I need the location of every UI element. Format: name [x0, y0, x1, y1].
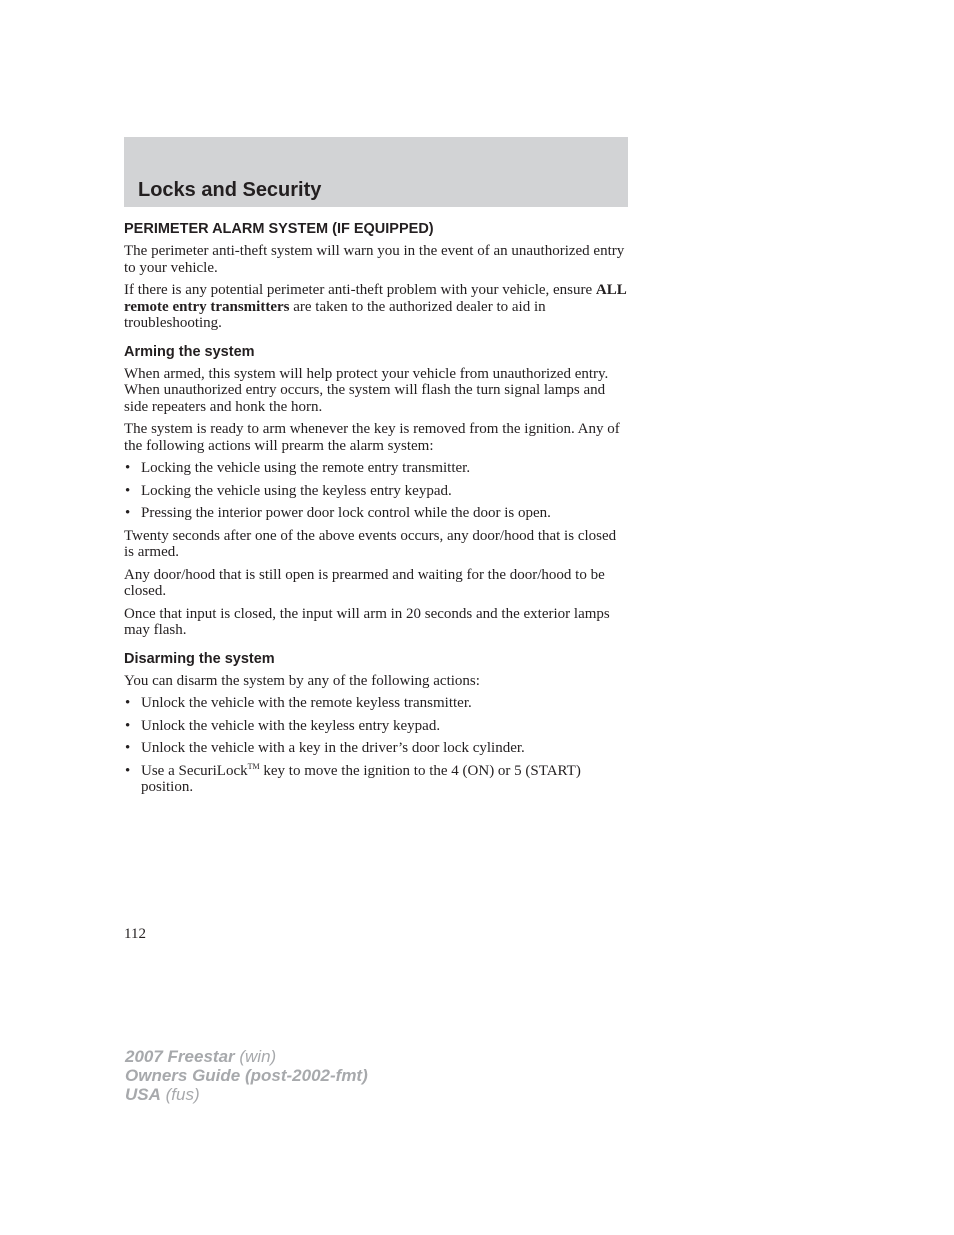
- arming-paragraph-2: The system is ready to arm whenever the key is removed from the ignition. Any of the following actions will prearm the alarm system:: [124, 421, 620, 454]
- list-item: [124, 740, 629, 757]
- arming-paragraph-4: Any door/hood that is still open is prearmed and waiting for the door/hood to be closed.: [124, 566, 605, 599]
- document-footer: [125, 1047, 368, 1104]
- list-item-text: Pressing the interior power door lock control while the door is open.: [141, 505, 551, 521]
- footer-model-code: (win): [234, 1047, 277, 1066]
- footer-line-1: [125, 1047, 368, 1066]
- list-item-text: Unlock the vehicle with the remote keyless transmitter.: [141, 695, 472, 711]
- bullet-icon: •: [125, 740, 131, 756]
- list-item: [124, 763, 629, 796]
- disarming-paragraph-1: You can disarm the system by any of the following actions:: [124, 672, 480, 689]
- list-item-text: Unlock the vehicle with the keyless entry keypad.: [141, 717, 441, 734]
- list-item-text: Unlock the vehicle with a key in the driver’s door lock cylinder.: [141, 740, 525, 756]
- arming-paragraph-3: Twenty seconds after one of the above events occurs, any door/hood that is closed is armed.: [124, 527, 617, 560]
- arming-heading: Arming the system: [124, 343, 255, 360]
- section-header-band: [124, 137, 628, 207]
- footer-market: USA: [125, 1085, 161, 1104]
- list-item: [124, 483, 629, 500]
- bullet-icon: •: [125, 460, 131, 476]
- arming-paragraph-1: When armed, this system will help protect your vehicle from unauthorized entry. When unauthorized entry occurs, the system will flash the turn signal lamps and side repeaters and honk the horn.: [124, 365, 609, 415]
- list-item: [124, 460, 629, 477]
- list-item: [124, 505, 629, 522]
- list-item-text: Locking the vehicle using the keyless entry keypad.: [141, 482, 452, 499]
- section-title: Locks and Security: [138, 179, 322, 201]
- page-content: [124, 220, 629, 802]
- arming-list: [124, 460, 629, 522]
- footer-line-2: [125, 1066, 368, 1085]
- securilock-text-pre: Use a SecuriLock: [141, 762, 248, 779]
- footer-market-code: (fus): [160, 1085, 200, 1104]
- list-item: [124, 695, 629, 712]
- perimeter-alarm-heading: PERIMETER ALARM SYSTEM (IF EQUIPPED): [124, 221, 434, 237]
- bullet-icon: •: [125, 482, 131, 499]
- bullet-icon: •: [125, 695, 131, 711]
- remote-text-post: are taken to the authorized dealer to aid in troubleshooting.: [124, 298, 546, 331]
- arming-paragraph-5: Once that input is closed, the input will arm in 20 seconds and the exterior lamps may flash.: [124, 605, 610, 638]
- disarming-heading: Disarming the system: [124, 650, 275, 667]
- list-item-text: Locking the vehicle using the remote entry transmitter.: [141, 460, 471, 476]
- intro-paragraph: The perimeter anti-theft system will warn you in the event of an unauthorized entry to your vehicle.: [124, 243, 625, 276]
- footer-model: 2007 Freestar: [125, 1047, 235, 1066]
- footer-line-3: [125, 1085, 368, 1104]
- page-number: 112: [124, 926, 146, 942]
- bullet-icon: •: [125, 505, 131, 521]
- footer-guide: Owners Guide (post-2002-fmt): [125, 1066, 368, 1085]
- remote-transmitter-paragraph: [124, 282, 629, 332]
- trademark-mark: TM: [247, 761, 260, 771]
- disarming-list: [124, 695, 629, 796]
- bullet-icon: •: [125, 762, 131, 779]
- remote-text-pre: If there is any potential perimeter anti-theft problem with your vehicle, ensure: [124, 282, 596, 298]
- list-item: [124, 718, 629, 735]
- list-item-text: [141, 763, 581, 796]
- securilock-text-post: key to move the ignition to the 4 (ON) or 5 (START) position.: [141, 762, 581, 795]
- remote-text-bold: ALL remote entry transmitters: [124, 282, 626, 315]
- bullet-icon: •: [125, 717, 131, 734]
